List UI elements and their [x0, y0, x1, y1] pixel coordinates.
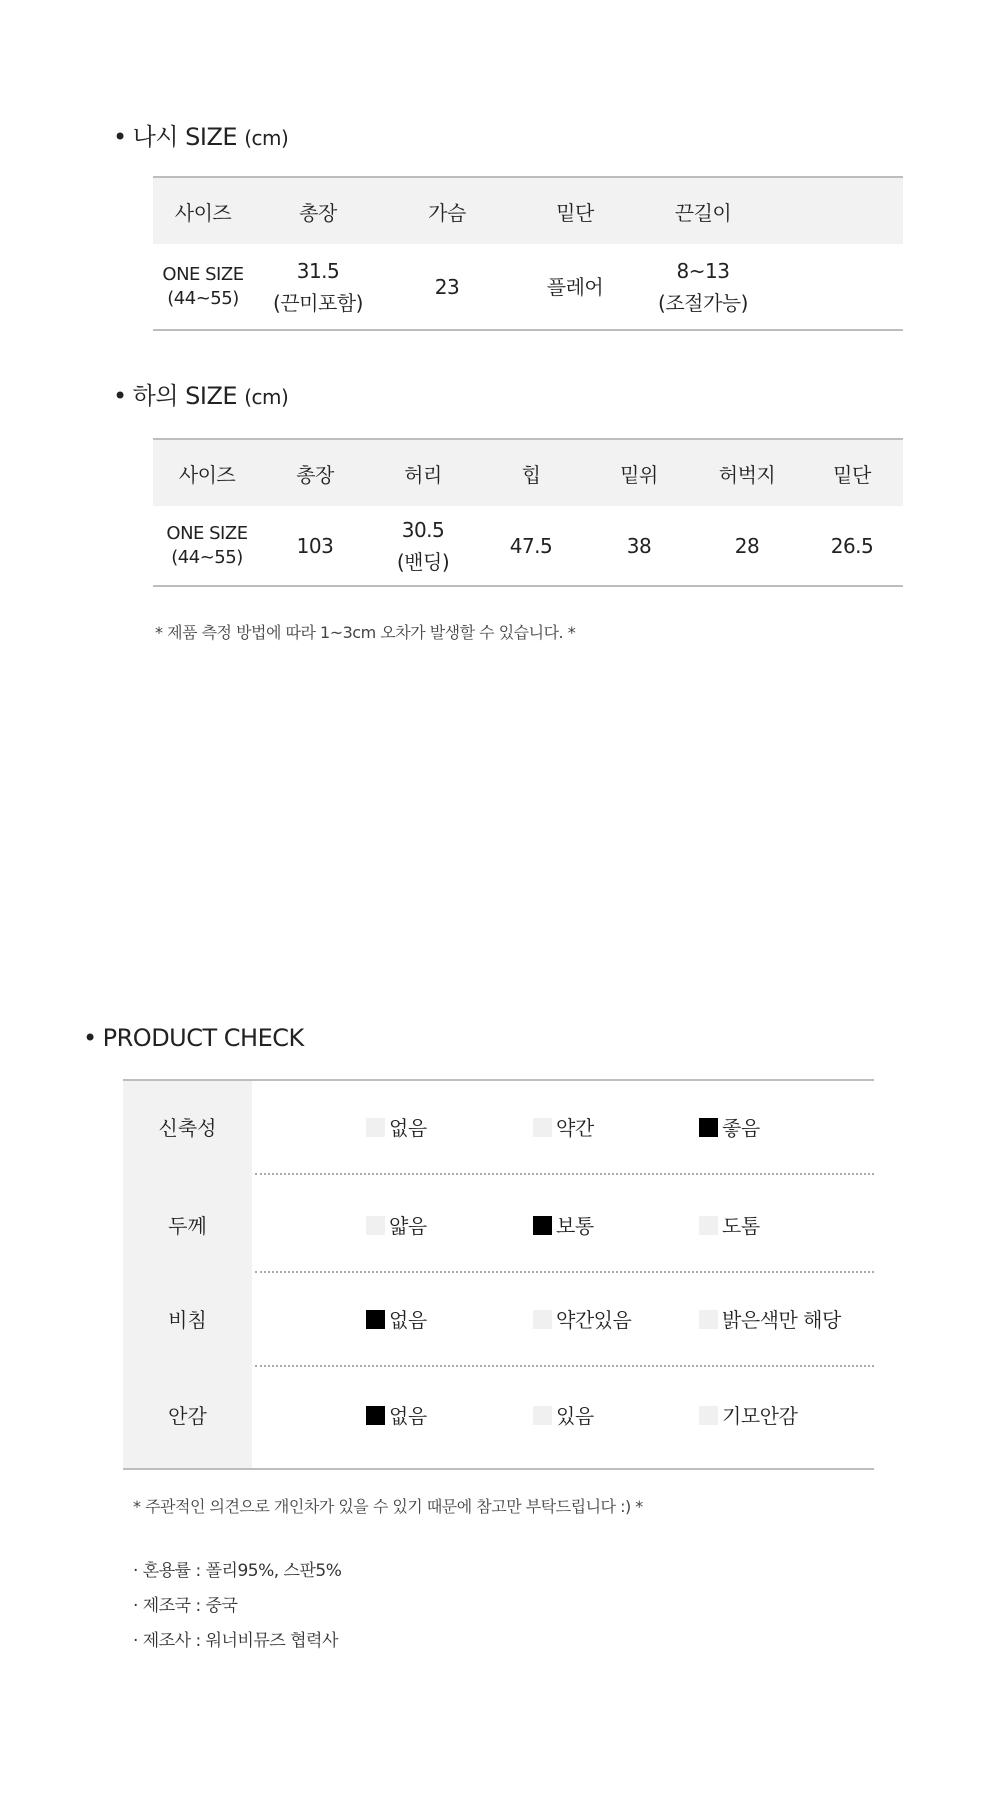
option-thick [699, 1179, 760, 1273]
row-divider [255, 1173, 874, 1175]
product-check-note: * 주관적인 의견으로 개인차가 있을 수 있기 때문에 참고만 부탁드립니다 :) * [133, 1497, 643, 1516]
header-rise: 밑위 [585, 439, 693, 506]
bottom-size-table [153, 438, 903, 587]
checkbox-icon [533, 1118, 552, 1137]
option-label: 얇음 [389, 1214, 427, 1238]
row-label: 두께 [168, 1214, 207, 1238]
header-size: 사이즈 [153, 439, 261, 506]
check-row-stretch [123, 1081, 874, 1175]
size-line2: (44~55) [171, 546, 243, 568]
checkbox-icon [533, 1406, 552, 1425]
check-row-sheerness [123, 1273, 874, 1367]
size-line2: (44~55) [167, 287, 239, 309]
checkbox-checked-icon [533, 1216, 552, 1235]
header-chest: 가슴 [383, 177, 511, 244]
length-line1: 31.5 [296, 258, 340, 283]
bullet: • [113, 382, 127, 410]
header-hem: 밑단 [801, 439, 903, 506]
cell-length: 103 [261, 506, 369, 586]
checkbox-icon [699, 1216, 718, 1235]
bottom-size-title-text: 하의 SIZE [132, 382, 238, 410]
cell-waist [369, 506, 477, 586]
strap-line1: 8~13 [676, 258, 730, 283]
cell-hem: 26.5 [801, 506, 903, 586]
option-yes [533, 1369, 594, 1463]
header-length: 총장 [253, 177, 383, 244]
option-label: 밝은색만 해당 [722, 1308, 841, 1332]
option-label: 좋음 [722, 1116, 760, 1140]
table-row [153, 506, 903, 586]
option-label: 약간 [556, 1116, 594, 1140]
cell-hem: 플레어 [511, 244, 639, 330]
option-light-colors [699, 1273, 841, 1367]
cell-size [153, 244, 253, 330]
row-divider [255, 1365, 874, 1367]
row-label: 안감 [168, 1404, 207, 1428]
checkbox-checked-icon [366, 1310, 385, 1329]
checkbox-checked-icon [366, 1406, 385, 1425]
option-label: 있음 [556, 1404, 594, 1428]
table-row [153, 244, 903, 330]
option-slight [533, 1273, 631, 1367]
cell-rise: 38 [585, 506, 693, 586]
cell-hip: 47.5 [477, 506, 585, 586]
top-size-unit: (cm) [244, 126, 289, 150]
product-check-title-text: PRODUCT CHECK [102, 1024, 304, 1052]
info-material: · 혼용률 : 폴리95%, 스판5% [133, 1561, 342, 1581]
cell-thigh: 28 [693, 506, 801, 586]
option-none [366, 1369, 427, 1463]
bottom-size-unit: (cm) [244, 385, 289, 409]
header-length: 총장 [261, 439, 369, 506]
cell-length [253, 244, 383, 330]
strap-line2: (조절가능) [658, 290, 748, 315]
top-size-title-text: 나시 SIZE [132, 123, 238, 151]
checkbox-icon [699, 1310, 718, 1329]
header-hip: 힙 [477, 439, 585, 506]
cell-empty [767, 244, 903, 330]
checkbox-icon [366, 1118, 385, 1137]
checkbox-icon [699, 1406, 718, 1425]
info-origin: · 제조국 : 중국 [133, 1596, 238, 1616]
cell-size [153, 506, 261, 586]
bullet: • [83, 1024, 97, 1052]
info-maker: · 제조사 : 워너비뮤즈 협력사 [133, 1631, 338, 1651]
header-empty [767, 177, 903, 244]
header-waist: 허리 [369, 439, 477, 506]
bullet: • [113, 123, 127, 151]
size-line1: ONE SIZE [162, 263, 244, 285]
header-hem: 밑단 [511, 177, 639, 244]
check-row-thickness [123, 1179, 874, 1273]
option-label: 없음 [389, 1308, 427, 1332]
waist-line1: 30.5 [401, 517, 445, 542]
option-slight [533, 1081, 594, 1175]
length-line2: (끈미포함) [273, 290, 363, 315]
option-fleece [699, 1369, 797, 1463]
checkbox-icon [366, 1216, 385, 1235]
option-label: 보통 [556, 1214, 594, 1238]
option-label: 도톰 [722, 1214, 760, 1238]
row-label: 비침 [168, 1308, 207, 1332]
cell-strap [639, 244, 767, 330]
cell-chest: 23 [383, 244, 511, 330]
header-size: 사이즈 [153, 177, 253, 244]
product-check-title [83, 1024, 304, 1052]
option-normal [533, 1179, 594, 1273]
option-none [366, 1273, 427, 1367]
top-size-table [153, 176, 903, 331]
table-header-row [153, 439, 903, 506]
measure-note: * 제품 측정 방법에 따라 1~3cm 오차가 발생할 수 있습니다. * [155, 623, 576, 642]
row-label: 신축성 [158, 1116, 217, 1140]
check-row-lining [123, 1369, 874, 1463]
option-label: 없음 [389, 1116, 427, 1140]
option-good [699, 1081, 760, 1175]
product-check-table [123, 1079, 874, 1470]
checkbox-icon [533, 1310, 552, 1329]
option-label: 약간있음 [556, 1308, 632, 1332]
table-header-row [153, 177, 903, 244]
option-none [366, 1081, 427, 1175]
checkbox-checked-icon [699, 1118, 718, 1137]
header-thigh: 허벅지 [693, 439, 801, 506]
option-label: 기모안감 [722, 1404, 798, 1428]
top-size-title [113, 117, 288, 152]
size-line1: ONE SIZE [166, 522, 248, 544]
header-strap: 끈길이 [639, 177, 767, 244]
option-thin [366, 1179, 427, 1273]
bottom-size-title [113, 376, 288, 411]
option-label: 없음 [389, 1404, 427, 1428]
waist-line2: (밴딩) [396, 549, 450, 574]
